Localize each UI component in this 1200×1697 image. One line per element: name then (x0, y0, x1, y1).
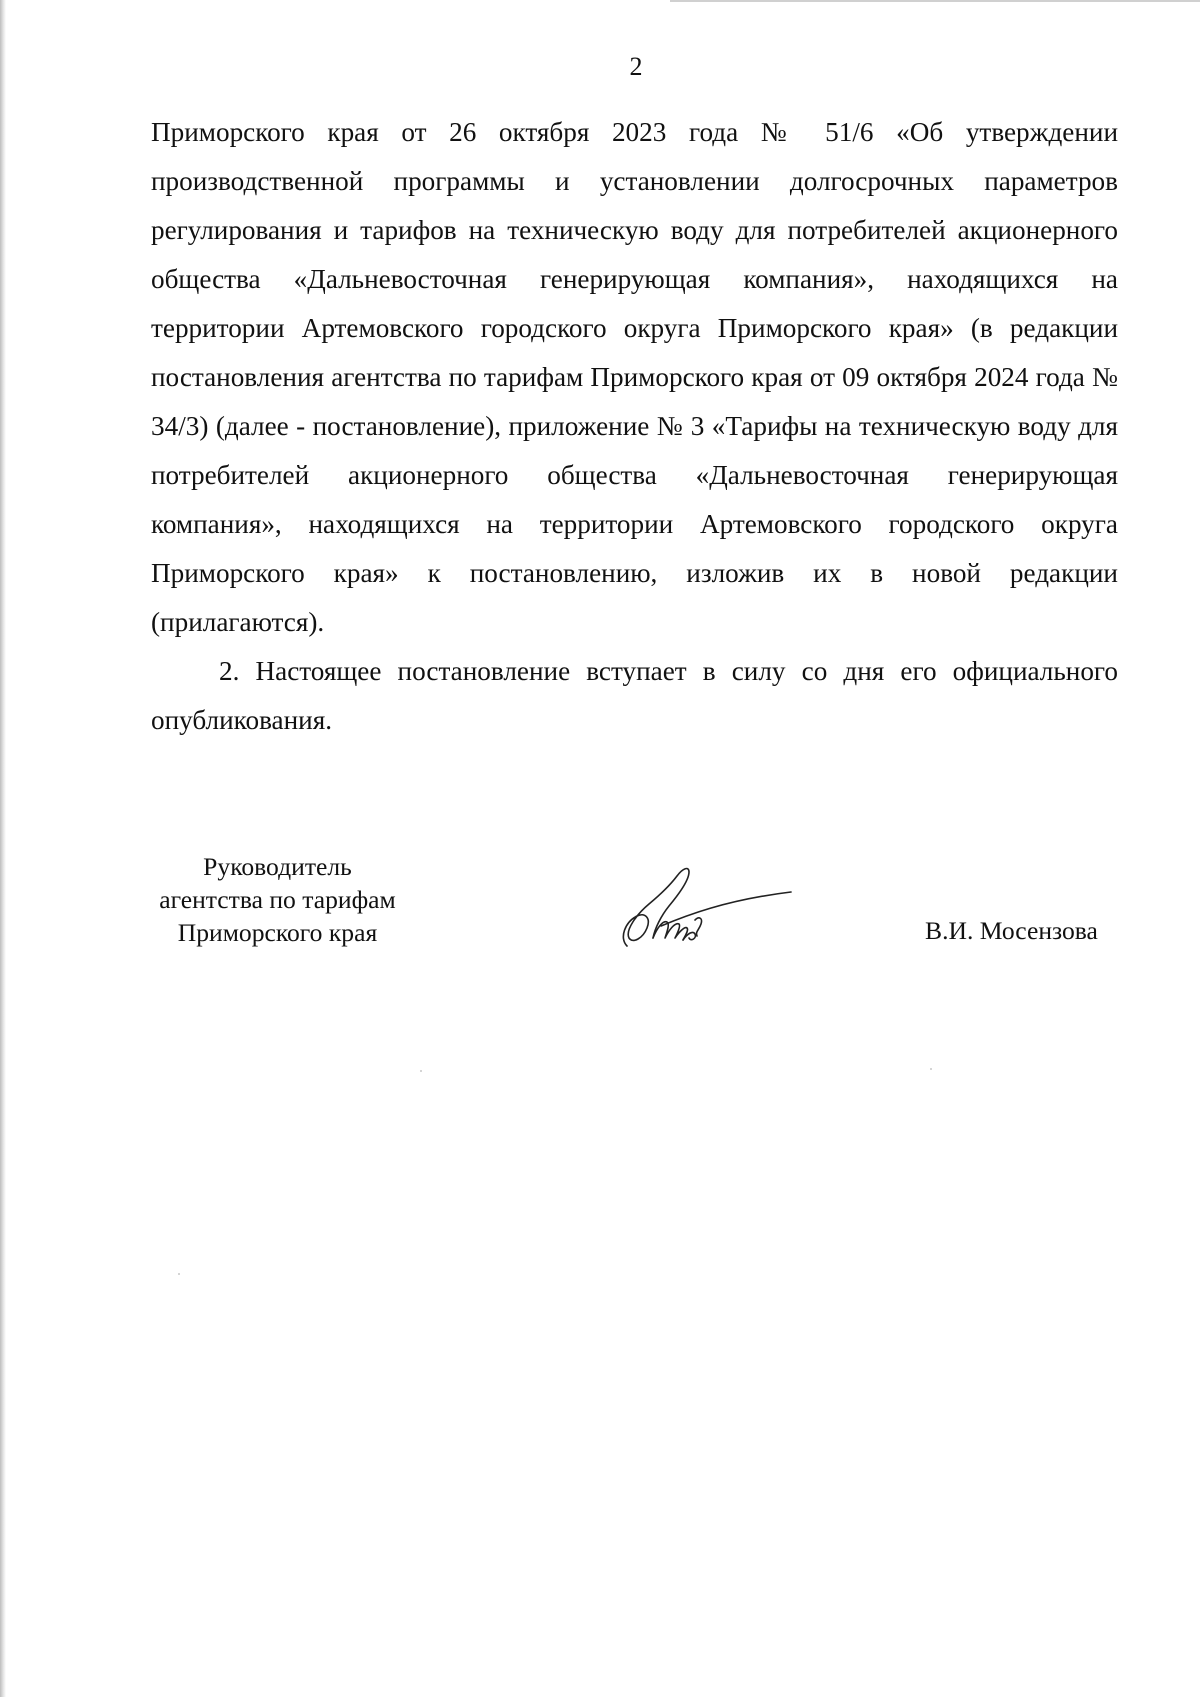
document-body (151, 108, 1118, 745)
signatory-title-line-2: агентства по тарифам (159, 885, 396, 914)
page-number: 2 (629, 52, 643, 81)
body-paragraph-1: Приморского края от 26 октября 2023 года № 51/6 «Об утверждении производственной программы и установлении долгосрочных параметров регулирования и тарифов на техническую воду для потребителей акционерного общества «Дальневосточная генерирующая компания», находящихся на территории Артемовского городского округа Приморского края» (в редакции постановления агентства по тарифам Приморского края от 09 октября 2024 года № 34/3) (далее - постановление), приложение № 3 «Тарифы на техническую воду для потребителей акционерного общества «Дальневосточная генерирующая компания», находящихся на территории Артемовского городского округа Приморского края» к постановлению, изложив их в новой редакции (прилагаются). (151, 117, 1118, 637)
scan-speck (420, 1070, 422, 1072)
scan-left-edge (0, 0, 6, 1697)
signatory-title (140, 850, 415, 949)
signatory-title-line-1: Руководитель (203, 852, 352, 881)
scan-speck (930, 1068, 932, 1070)
scan-speck (178, 1273, 180, 1275)
body-paragraph-2: 2. Настоящее постановление вступает в силу со дня его официального опубликования. (151, 656, 1118, 735)
scan-top-edge (670, 0, 1200, 2)
handwritten-signature-icon (615, 858, 795, 958)
signatory-title-line-3: Приморского края (177, 918, 378, 947)
signer-name: В.И. Мосензова (925, 916, 1098, 945)
